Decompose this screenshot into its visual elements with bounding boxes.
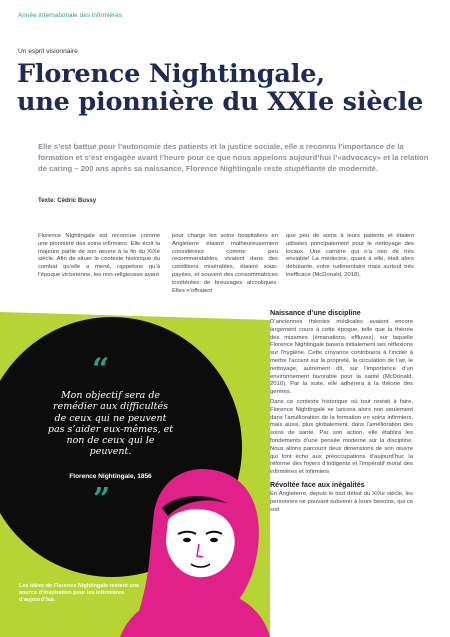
paragraph: Dans ce contexte historique où tout restait à faire, Florence Nightingale se lancera alors non seulement dans l’amélioration de la formation en soins infirmiers, mais aussi, plus globalement, dans l’amélioration des soins de santé. Par son action, elle établira les fondements d’une pensée moderne sur la discipline. Nous allons parcourir deux dimensions de son œuvre qui font écho aux préoccupations d’aujourd’hui: la réforme des foyers d’indigents et l’impératif moral des infirmières et infirmiers — [270, 398, 413, 476]
pull-quote: Mon objectif sera de remédier aux difficultés de ceux qui ne peuvent pas s’aider eux-mêmes, et non de ceux qui le peuvent. — [47, 390, 174, 458]
paragraph: que peu de soins à leurs patients et étaient utilisées principalement pour le nettoyage des locaux. Une carrière qui n’a rien de très enviable! La médecine, quant à elle, était alors débutante, votre rudimentaire mais surtout très inefficace (McDonald, 2018). — [286, 233, 414, 278]
paragraph: Florence Nightingale est reconnue comme une pionnière des soins infirmiers. Elle écrit la majeure partie de son œuvre à la fin du XIXe siècle. Afin de situer le contexte historique du combat qu’elle a mené, rappelons qu’à l’époque victorienne, les non-religieuses ayant — [38, 233, 160, 278]
text-column-3-continued — [270, 309, 413, 516]
text-column-2 — [172, 233, 278, 297]
paragraph: pour charge les soins hospitaliers en Angleterre étaient malheureusement considérées comme peu recommandables, vivaient dans des conditions misérables, étaient sous-payées, et souvent des consommatrices invétérées de breuvages alcooliques. Elles n’offraient — [172, 233, 278, 294]
article-byline: Texte: Cédric Bussy — [38, 197, 97, 204]
title-line-2: une pionnière du XXIe siècle — [17, 87, 424, 117]
subheading-naissance: Naissance d’une discipline — [270, 309, 361, 317]
quote-author: Florence Nightingale, 1856 — [69, 473, 152, 480]
image-caption: Les idées de Florence Nightingale restent une source d’inspiration pour les infirmières d’aujourd’hui. — [19, 583, 140, 603]
article-kicker: Un esprit visionnaire — [18, 48, 78, 55]
section-header: Année internationale des infirmières — [18, 12, 123, 19]
paragraph: En Angleterre, depuis le tout début du XIXe siècle, les personnes ne pouvant subvenir à leurs besoins, qui ce soit — [270, 490, 413, 513]
article-lead: Elle s’est battue pour l’autonomie des patients et la justice sociale, elle a reconnu l’importance de la formation et s’est engagée avant l’heure pour ce que nous appelons aujourd’hui l’«advocacy» et la relation de caring – 200 ans après sa naissance, Florence Nightingale reste stupéfiante de modernité. — [38, 142, 429, 173]
text-column-3 — [286, 233, 414, 282]
paragraph: D’anciennes théories médicales avaient encore largement cours à cette époque, telle que la théorie des miasmes (émanations, effluves), sur laquelle Florence Nightingale basera initialement ses réflexions sur l’hygiène. Cette croyance contribuera à l’inciter à mettre l’accent sur la propreté, la circulation de l’air, le nettoyage, autrement dit, sur l’importance d’un environnement favorable pour la santé (McDonald, 2010). Par la suite, elle adhérera à la théorie des germes. — [270, 319, 413, 396]
title-line-1: Florence Nightingale, — [17, 59, 325, 89]
subheading-revoltee: Révoltée face aux inégalités — [270, 480, 365, 489]
text-column-1 — [38, 233, 160, 282]
open-quote-icon: “ — [92, 352, 110, 387]
close-quote-icon: ” — [93, 482, 111, 517]
article-title — [17, 60, 423, 116]
